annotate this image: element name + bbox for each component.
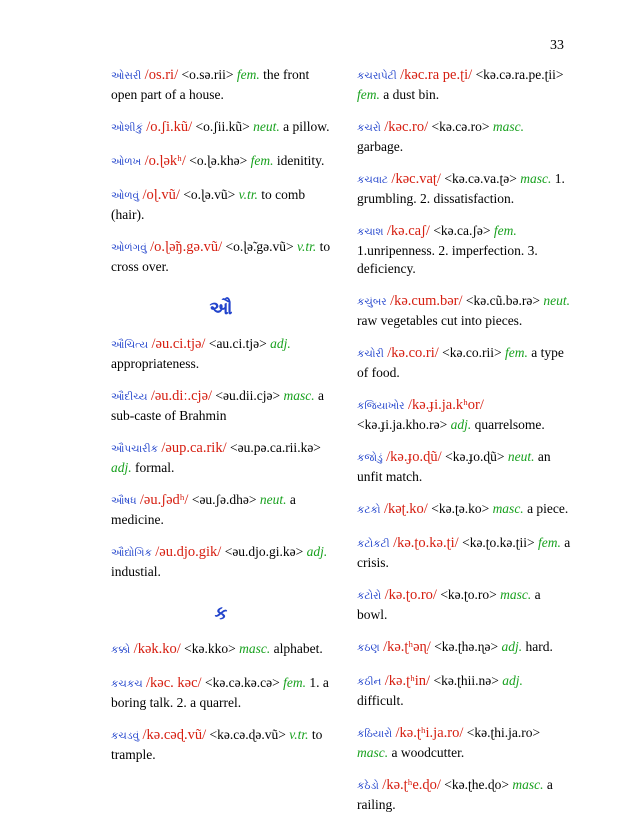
transliteration: <kə.ɟo.ɖũ> [445, 449, 505, 464]
part-of-speech: neut. [253, 119, 280, 134]
dictionary-entry [357, 534, 572, 572]
definition: a medicine. [111, 492, 296, 527]
part-of-speech: v.tr. [289, 727, 309, 742]
definition: industial. [111, 564, 161, 579]
transliteration: <kə.ʈhə.ɳə> [434, 639, 499, 654]
headword: કચવાટ [357, 175, 389, 186]
part-of-speech: adj. [111, 460, 132, 475]
definition: a dust bin. [383, 87, 440, 102]
definition: a type of food. [357, 345, 564, 380]
definition: quarrelsome. [474, 417, 545, 432]
definition: a railing. [357, 777, 553, 812]
dictionary-entry [111, 439, 331, 477]
ipa-transcription: /kəʈ.ko/ [383, 501, 428, 517]
transliteration: <o.ʃii.kũ> [195, 119, 250, 134]
definition: a woodcutter. [391, 745, 465, 760]
transliteration: <o.sə.rii> [181, 67, 234, 82]
dictionary-entry [111, 543, 331, 581]
headword: કક્કો [111, 645, 131, 656]
transliteration: <o.ɭə̃.gə.vũ> [225, 239, 294, 254]
definition: difficult. [357, 693, 404, 708]
transliteration: <əu.djo.gi.kə> [224, 544, 304, 559]
ipa-transcription: /kə.cəɖ.vũ/ [142, 727, 207, 743]
dictionary-entry [357, 672, 572, 710]
transliteration: <kə.cə.ro> [431, 119, 490, 134]
headword: કટોકટી [357, 539, 390, 550]
definition: idenitity. [276, 153, 325, 168]
ipa-transcription: /oɭ.vũ/ [142, 187, 180, 203]
definition: 1. a boring talk. 2. a quarrel. [111, 675, 329, 710]
part-of-speech: masc. [500, 587, 532, 602]
headword: કચરો [357, 123, 381, 134]
transliteration: <kə.ʈhe.ɖo> [444, 777, 510, 792]
headword: કચકચ [111, 679, 143, 690]
dictionary-entry [357, 776, 572, 814]
ipa-transcription: /kə.ʈʰe.ɖo/ [382, 777, 441, 793]
ipa-transcription: /kə.co.ri/ [387, 345, 439, 361]
dictionary-entry [357, 170, 572, 208]
part-of-speech: fem. [236, 67, 260, 82]
headword: ઔદ્યોગિક [111, 548, 152, 559]
dictionary-entry [357, 448, 572, 486]
headword: ઓશીકું [111, 123, 143, 134]
dictionary-entry [111, 118, 331, 138]
headword: ઔપચારીક [111, 444, 158, 455]
part-of-speech: fem. [357, 87, 380, 102]
definition: appropriateness. [111, 356, 200, 371]
transliteration: <əu.dii.cjə> [215, 388, 281, 403]
dictionary-entry [111, 674, 331, 712]
transliteration: <əu.pə.ca.rii.kə> [229, 440, 321, 455]
ipa-transcription: /os.ri/ [144, 67, 179, 83]
definition: a sub-caste of Brahmin [111, 388, 325, 423]
page-number: 33 [550, 38, 564, 53]
headword: કઠીન [357, 677, 382, 688]
definition: raw vegetables cut into pieces. [357, 313, 523, 328]
dictionary-entry [357, 66, 572, 104]
headword: કજોડું [357, 453, 383, 464]
transliteration: <kə.cə.va.ʈə> [444, 171, 517, 186]
transliteration: <kə.ca.ʃə> [433, 223, 491, 238]
part-of-speech: v.tr. [297, 239, 317, 254]
transliteration: <kə.cə.ɖə.vũ> [209, 727, 286, 742]
ipa-transcription: /kə.ʈo.ro/ [384, 587, 437, 603]
ipa-transcription: /kə.ʈʰin/ [384, 673, 431, 689]
headword: ઔષધ [111, 496, 137, 507]
dictionary-entry [111, 491, 331, 529]
part-of-speech: neut. [543, 293, 570, 308]
section-heading: ક [214, 603, 228, 623]
part-of-speech: fem. [505, 345, 528, 360]
ipa-transcription: /əu.ci.tjə/ [151, 336, 206, 352]
transliteration: <kə.ʈo.kə.ʈii> [462, 535, 535, 550]
dictionary-entry [357, 118, 572, 156]
transliteration: <kə.ʈo.ro> [440, 587, 497, 602]
definition: the front open part of a house. [111, 67, 310, 102]
ipa-transcription: /kəc.vaʈ/ [391, 171, 441, 187]
ipa-transcription: /əu.ʃədʰ/ [139, 492, 189, 508]
part-of-speech: fem. [250, 153, 274, 168]
ipa-transcription: /kə.ʈʰəɳ/ [383, 639, 431, 655]
dictionary-entry [357, 638, 572, 658]
transliteration: <o.ɭə.vũ> [183, 187, 236, 202]
dictionary-entry [357, 396, 572, 434]
definition: hard. [525, 639, 553, 654]
headword: ઓસરી [111, 71, 142, 82]
transliteration: <kə.ɟi.ja.kho.rə> [357, 417, 448, 432]
definition: 1.unripenness. 2. imperfection. 3. deficiency. [357, 243, 538, 276]
dictionary-entry [357, 500, 572, 520]
part-of-speech: fem. [538, 535, 561, 550]
dictionary-entry [111, 186, 331, 224]
headword: ઓળંગવું [111, 243, 147, 254]
headword: ઓળખ [111, 157, 142, 168]
definition: 1. grumbling. 2. dissatisfaction. [357, 171, 565, 206]
transliteration: <kə.ʈhi.ja.ro> [466, 725, 541, 740]
ipa-transcription: /kəc.ra pe.ʈi/ [400, 67, 473, 83]
headword: કઠિયારો [357, 729, 393, 740]
ipa-transcription: /o.ɭə̃ŋ.gə.vũ/ [150, 239, 223, 255]
part-of-speech: masc. [520, 171, 552, 186]
ipa-transcription: /kə.ɟo.ɖũ/ [386, 449, 442, 465]
ipa-transcription: /kəc. kəc/ [146, 675, 202, 691]
dictionary-entry [357, 724, 572, 762]
ipa-transcription: /o.ɭəkʰ/ [144, 153, 186, 169]
definition: alphabet. [273, 641, 323, 656]
transliteration: <kə.co.rii> [442, 345, 502, 360]
part-of-speech: fem. [283, 675, 307, 690]
transliteration: <kə.ʈə.ko> [431, 501, 490, 516]
transliteration: <kə.ʈhii.nə> [433, 673, 499, 688]
dictionary-entry [357, 344, 572, 382]
transliteration: <əu.ʃə.dhə> [191, 492, 257, 507]
dictionary-entry [357, 586, 572, 624]
definition: to trample. [111, 727, 323, 762]
headword: કચોરી [357, 349, 384, 360]
dictionary-entry [357, 222, 572, 278]
part-of-speech: masc. [492, 501, 524, 516]
ipa-transcription: /kə.ʈo.kə.ʈi/ [393, 535, 459, 551]
part-of-speech: fem. [493, 223, 517, 238]
dictionary-entry [111, 152, 331, 172]
part-of-speech: masc. [492, 119, 524, 134]
part-of-speech: adj. [501, 639, 523, 654]
definition: an unfit match. [357, 449, 551, 484]
part-of-speech: neut. [259, 492, 287, 507]
right-column [357, 66, 572, 828]
ipa-transcription: /kək.ko/ [133, 641, 181, 657]
part-of-speech: neut. [507, 449, 535, 464]
ipa-transcription: /kə.ʈʰi.ja.ro/ [395, 725, 464, 741]
headword: કઠેડો [357, 781, 379, 792]
definition: a pillow. [283, 119, 330, 134]
part-of-speech: adj. [306, 544, 328, 559]
dictionary-entry [111, 640, 331, 660]
transliteration: <kə.cũ.bə.rə> [465, 293, 540, 308]
ipa-transcription: /kəc.ro/ [384, 119, 429, 135]
transliteration: <kə.cə.ra.pe.ʈii> [475, 67, 564, 82]
ipa-transcription: /kə.ɟi.ja.kʰor/ [407, 397, 484, 413]
headword: કજિયાખોર [357, 401, 405, 412]
left-column [111, 66, 331, 778]
transliteration: <kə.kko> [184, 641, 236, 656]
dictionary-entry [111, 335, 331, 373]
headword: ઔદીચ્ય [111, 392, 148, 403]
part-of-speech: adj. [450, 417, 472, 432]
dictionary-entry [111, 238, 331, 276]
ipa-transcription: /əu.djo.gik/ [155, 544, 222, 560]
definition: a crisis. [357, 535, 571, 570]
definition: to comb (hair). [111, 187, 306, 222]
ipa-transcription: /kə.caʃ/ [386, 223, 430, 239]
transliteration: <kə.cə.kə.cə> [204, 675, 280, 690]
ipa-transcription: /əup.ca.rik/ [161, 440, 227, 456]
part-of-speech: masc. [283, 388, 315, 403]
headword: કટોરો [357, 591, 382, 602]
definition: garbage. [357, 139, 404, 154]
ipa-transcription: /o.ʃi.kũ/ [146, 119, 193, 135]
ipa-transcription: /əu.diː.cjə/ [150, 388, 213, 404]
headword: કઠણ [357, 643, 380, 654]
section-heading: ઔ [209, 298, 233, 318]
headword: ઓળવું [111, 191, 140, 202]
part-of-speech: adj. [502, 673, 523, 688]
headword: કચુંબર [357, 297, 387, 308]
definition: a bowl. [357, 587, 541, 622]
part-of-speech: v.tr. [238, 187, 258, 202]
part-of-speech: masc. [239, 641, 271, 656]
transliteration: <au.ci.tjə> [208, 336, 267, 351]
ipa-transcription: /kə.cum.bər/ [390, 293, 463, 309]
part-of-speech: masc. [357, 745, 389, 760]
headword: કચરાપેટી [357, 71, 397, 82]
definition: to cross over. [111, 239, 331, 274]
dictionary-entry [111, 726, 331, 764]
headword: ઔચિત્ય [111, 340, 149, 351]
dictionary-entry [111, 66, 331, 104]
transliteration: <o.ɭə.khə> [189, 153, 248, 168]
definition: formal. [135, 460, 175, 475]
dictionary-entry [357, 292, 572, 330]
headword: કચાશ [357, 227, 384, 238]
part-of-speech: masc. [512, 777, 544, 792]
definition: a piece. [527, 501, 569, 516]
dictionary-entry [111, 387, 331, 425]
headword: કટકો [357, 505, 381, 516]
part-of-speech: adj. [270, 336, 291, 351]
headword: કચડવું [111, 731, 140, 742]
